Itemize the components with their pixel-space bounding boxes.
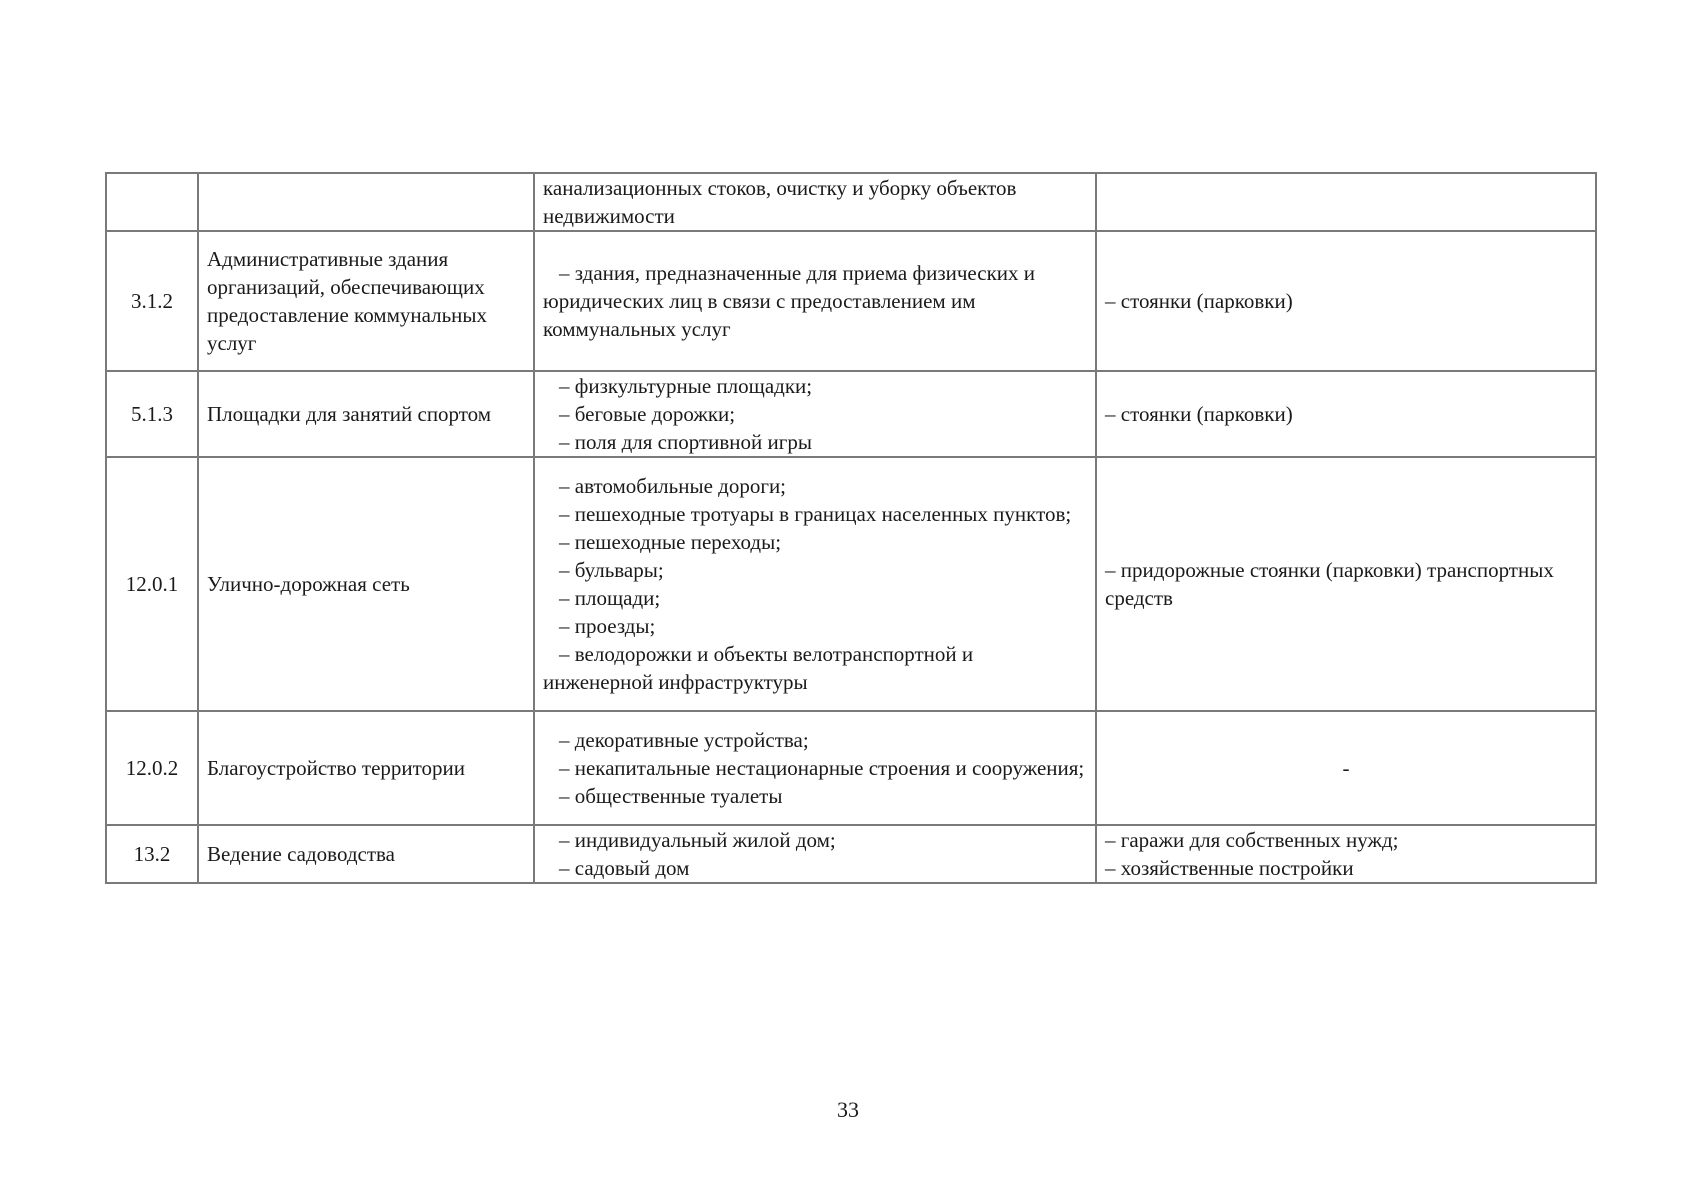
name-cell xyxy=(198,173,534,231)
code-cell xyxy=(106,173,198,231)
table-row xyxy=(106,173,1596,231)
auxiliary-use-item: – придорожные стоянки (парковки) транспортных средств xyxy=(1105,558,1554,610)
main-use-cell xyxy=(534,231,1096,371)
auxiliary-use-cell xyxy=(1096,457,1596,711)
code-cell: 12.0.1 xyxy=(106,457,198,711)
main-use-item: – некапитальные нестационарные строения и сооружения; xyxy=(559,756,1085,780)
name-cell: Площадки для занятий спортом xyxy=(198,371,534,457)
name-cell: Улично-дорожная сеть xyxy=(198,457,534,711)
main-use-item: – площади; xyxy=(559,586,661,610)
name-cell: Ведение садоводства xyxy=(198,825,534,883)
table-body xyxy=(106,173,1596,883)
main-use-item: – общественные туалеты xyxy=(559,784,783,808)
table-row xyxy=(106,371,1596,457)
table-row xyxy=(106,825,1596,883)
main-use-item: – индивидуальный жилой дом; xyxy=(559,828,836,852)
main-use-item: – физкультурные площадки; xyxy=(559,374,813,398)
main-use-cell xyxy=(534,173,1096,231)
main-use-cell xyxy=(534,825,1096,883)
auxiliary-use-cell xyxy=(1096,173,1596,231)
table-row xyxy=(106,231,1596,371)
auxiliary-use-item: – стоянки (парковки) xyxy=(1105,289,1293,313)
main-use-cell xyxy=(534,371,1096,457)
name-cell: Административные здания организаций, обеспечивающих предоставление коммунальных услуг xyxy=(198,231,534,371)
code-cell: 12.0.2 xyxy=(106,711,198,825)
main-use-item: – поля для спортивной игры xyxy=(559,430,812,454)
main-use-item: – беговые дорожки; xyxy=(559,402,736,426)
auxiliary-use-cell xyxy=(1096,231,1596,371)
main-use-item: – велодорожки и объекты велотранспортной и инженерной инфраструктуры xyxy=(543,642,974,694)
auxiliary-use-item: – стоянки (парковки) xyxy=(1105,402,1293,426)
main-use-item: – декоративные устройства; xyxy=(559,728,809,752)
table-row xyxy=(106,457,1596,711)
permitted-use-table xyxy=(105,172,1597,884)
main-use-item: – пешеходные тротуары в границах населенных пунктов; xyxy=(559,502,1072,526)
main-use-item: канализационных стоков, очистку и уборку объектов недвижимости xyxy=(543,176,1017,228)
page-number: 33 xyxy=(837,1097,859,1122)
auxiliary-use-cell xyxy=(1096,371,1596,457)
auxiliary-use-cell xyxy=(1096,825,1596,883)
code-cell: 3.1.2 xyxy=(106,231,198,371)
code-cell: 5.1.3 xyxy=(106,371,198,457)
main-use-item: – автомобильные дороги; xyxy=(559,474,787,498)
code-cell: 13.2 xyxy=(106,825,198,883)
auxiliary-use-item: – хозяйственные постройки xyxy=(1105,856,1354,880)
main-use-item: – проезды; xyxy=(559,614,656,638)
main-use-item: – бульвары; xyxy=(559,558,664,582)
main-use-cell xyxy=(534,711,1096,825)
auxiliary-use-item: – гаражи для собственных нужд; xyxy=(1105,828,1399,852)
main-use-item: – здания, предназначенные для приема физических и юридических лиц в связи с предоставлением им коммунальных услуг xyxy=(543,261,1036,341)
name-cell: Благоустройство территории xyxy=(198,711,534,825)
table-row xyxy=(106,711,1596,825)
main-use-item: – пешеходные переходы; xyxy=(559,530,782,554)
main-use-item: – садовый дом xyxy=(559,856,690,880)
main-use-cell xyxy=(534,457,1096,711)
auxiliary-use-cell: - xyxy=(1096,711,1596,825)
